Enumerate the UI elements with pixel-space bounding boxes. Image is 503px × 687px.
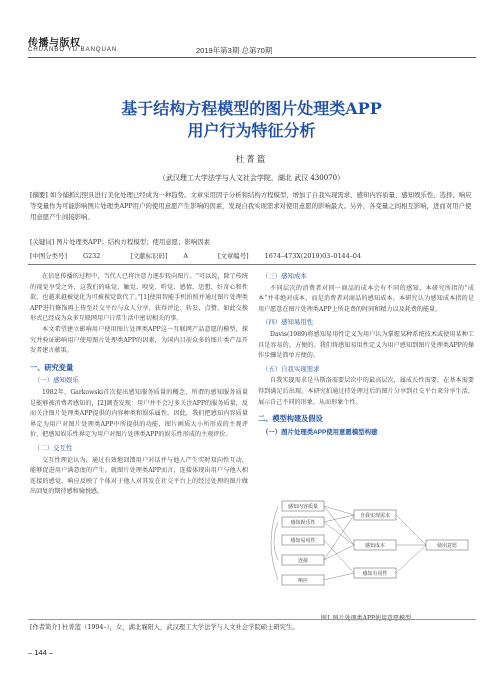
abstract-label: [摘要]	[30, 191, 48, 199]
doc-code-value: A	[183, 252, 188, 260]
left-column	[30, 272, 248, 498]
diagram-label: 感知娱乐性	[290, 520, 316, 526]
subsection-heading: （五）自我实现需求	[262, 365, 320, 373]
author-note	[30, 622, 474, 631]
author-note-label: [作者简介]	[30, 624, 61, 631]
diagram-label: 使用意愿	[436, 543, 458, 549]
article-title-line1: 基于结构方程模型的图片处理类APP	[121, 99, 382, 118]
body-paragraph: 交互性理论认为，通过有效地回馈用户对话并与他人产生实时双向性互动，能够促进用户满意度的产生。就图片处理类APP而言，连接体现出用户与他人相连接的感觉，响应反映了个体对于他人对其发在社交平台上的经过处理的图片做出回复的期待感和愉悦感。	[30, 456, 248, 496]
issue-info: 2019年第3期 总第70期	[196, 46, 273, 55]
body-paragraph: 不同层次的消费者对同一商品的成本会有不同的感知，本研究所指的“成本”并非绝对成本，而是消费者对商品的感知成本。本研究认为感知成本指的是用户愿意在图片处理类APP上所花费的时间和精力以及耗费的能量。	[258, 284, 474, 313]
section-heading: 一、研究变量	[30, 362, 74, 372]
journal-name-en: CHUANBO YU BANQUAN	[28, 47, 118, 53]
body-paragraph: 自我实现需求是马斯洛需要层次中的最高层次，属成长性需要，在基本需要得到满足后出现。本研究拍通过持处理过后的图片分享到社交平台来分享生活，展示自己不同的形象，从而形象个性。	[258, 377, 474, 406]
body-paragraph: Davis(1989)将感知易用性定义为用户认为掌握某种系统技术或使用某种工具是容易的、方便的。我们将感知易用性定义为用户感知到图片处理类APP的操作步骤是简单方便的。	[258, 330, 474, 360]
keywords	[30, 237, 474, 246]
subsection-heading: （三）感知成本	[262, 273, 307, 280]
classification-line	[30, 251, 474, 260]
footer-rule	[28, 619, 476, 620]
abstract-text: 如今捕抓幻照具进行美化处理已经成为一种趋势。文章采用因子分析和结构方程模型，增加了自我实现需求、感知内容质量、感知娱乐性、选择、响应等变量作为可能影响图片处理类APP用户的使用意愿产生影响的因素，发现自我实现需求对使用意愿的影响最大。另外，各变量之间相互影响，进而对用户使用意愿产生间接影响。	[30, 191, 472, 221]
journal-name: 传播与版权	[28, 38, 81, 49]
keywords-label: [关键词]	[30, 238, 55, 246]
header-rule	[28, 57, 476, 58]
body-paragraph: 在信息传播的过程中，当代人已将注意力逐步转向图片。“可以说，除了传统的视觉享受之外，这我们的味觉、触觉、嗅觉、听觉、感情、思想、好奇心和性欲、也越来越被觉化为可被视觉欲代了。”[1]使用智能手机拍照并通过图片处理类APP进行修饰再上传至社交平台与众人分享，获得评论、转发、点赞，如此交换形式已经成为众多互联网用户日常生活中密切相关的事。	[30, 273, 248, 323]
diagram-label: 感知易用性	[290, 538, 316, 544]
article-no-value: 1674–473X(2019)03–0144–04	[264, 252, 362, 260]
model-diagram	[258, 498, 474, 596]
subsection-heading: （四）感知易用性	[262, 319, 314, 327]
abstract-rule	[28, 264, 476, 265]
diagram-label: 连接	[297, 558, 309, 564]
author-affiliation: （武汉理工大学法学与人文社会学院，湖北 武汉 430070）	[158, 174, 345, 182]
clc-label: [中图分类号]	[30, 252, 67, 260]
diagram-label: 感知内容质量	[287, 504, 319, 510]
section-heading: 二、模型构建及假设	[258, 414, 323, 424]
subsection-heading: （二）交互性	[34, 444, 73, 452]
article-title-line2: 用户行为特征分析	[187, 121, 316, 140]
page-number: – 144 –	[28, 648, 54, 657]
diagram-label: 自我实现需求	[359, 513, 391, 519]
subsection-heading: （一）图片处理类APP使用意愿模型构建	[262, 428, 378, 436]
clc-value: G232	[83, 252, 101, 260]
diagram-label: 响应	[297, 578, 309, 584]
diagram-label: 感知成本	[364, 543, 386, 549]
article-no-label: [文章编号]	[218, 252, 249, 260]
subsection-heading: （一）感知娱乐	[34, 377, 79, 385]
body-paragraph: 1982年，Garkowski首次提出感知服务质量的概念，所谓的感知服务质量是能够被消费者感知的，[2]调查发现：用户并不会过多关注APP的服务质量，反而关注图片处理类APP提供的内容种类和娱乐属性。因此，我们把感知内容质量界定为用户对图片处理类APP中所提供的功能，图片画质大小所形成的主观评价，把感知娱乐性界定为用户对图片处理类APP的娱乐性形成的主观评价。	[30, 388, 248, 439]
right-column	[258, 272, 474, 439]
author-name: 杜菁篮	[235, 155, 268, 165]
body-paragraph: 本文希望建立影响用户使用图片处理类APP这一互联网产品意愿的模型，探究并验证影响用户使用图片处理类APP的因素，为国内目前众多的图片类产品开发者建言献策。	[30, 325, 248, 355]
doc-code-label: [文献标识码]	[130, 252, 168, 260]
keywords-text: 图片处理类APP；结构方程模型；使用意愿；影响因素	[56, 238, 211, 246]
diagram-label: 感知有用性	[362, 571, 388, 577]
author-note-text: 杜菁篮（1994–），女，湖北襄阳人，武汉理工大学法学与人文社会学院硕士研究生。	[62, 624, 299, 631]
abstract	[30, 190, 474, 223]
figure-caption	[258, 613, 474, 622]
